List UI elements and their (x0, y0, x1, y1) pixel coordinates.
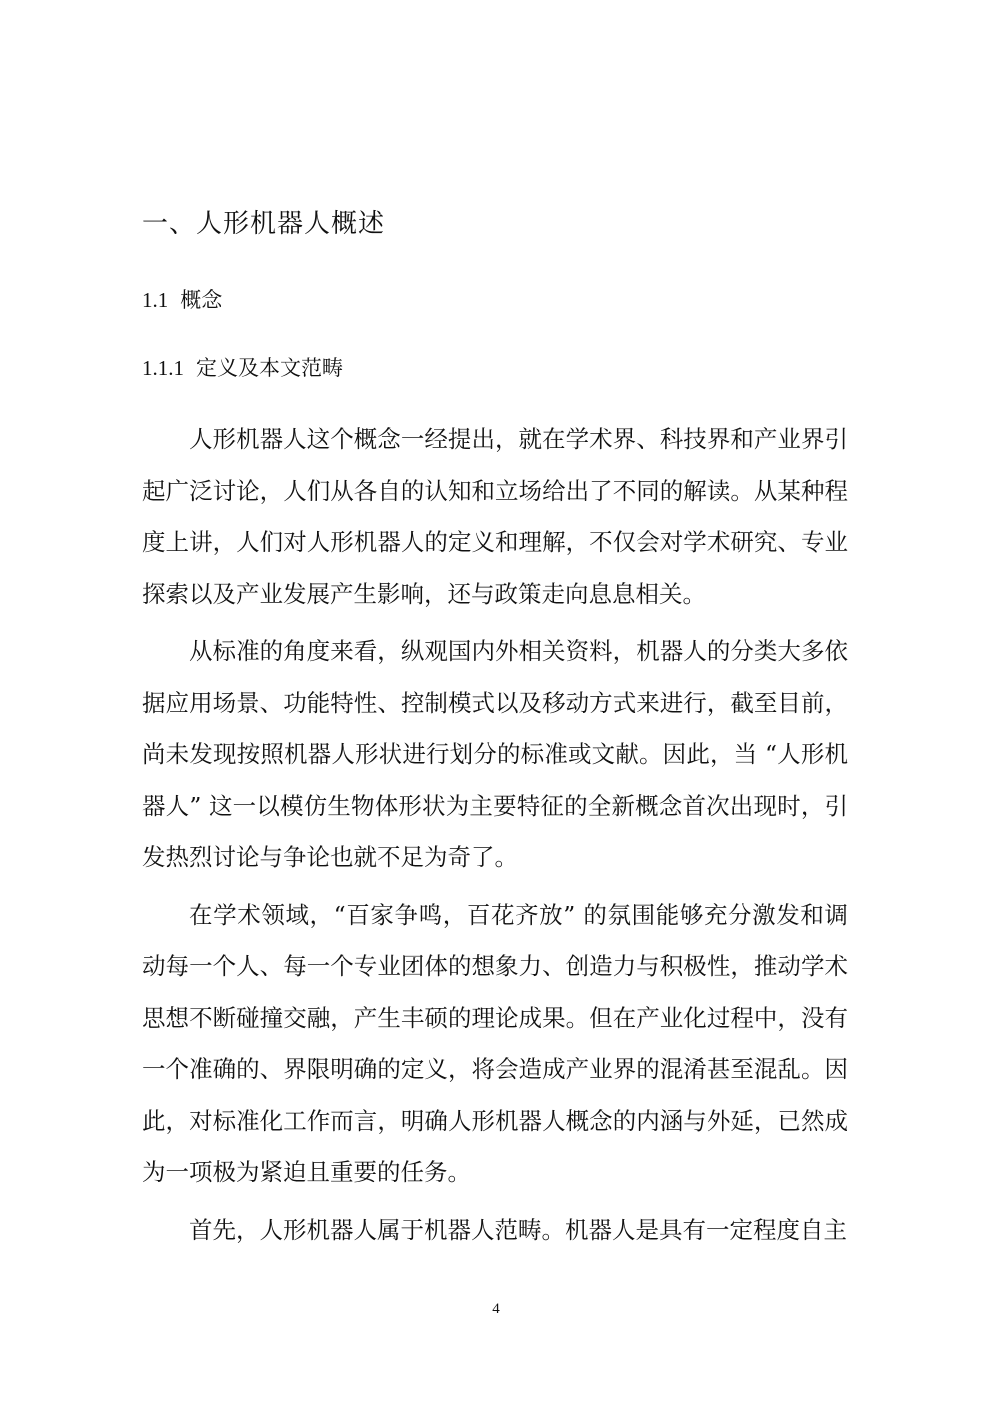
chapter-heading: 一、人形机器人概述 (142, 209, 386, 239)
subsection-number: 1.1.1 (142, 356, 184, 380)
paragraph: 人形机器人这个概念一经提出，就在学术界、科技界和产业界引起广泛讨论，人们从各自的认知和立场给出了不同的解读。从某种程度上讲，人们对人形机器人的定义和理解，不仅会对学术研究、专业探索以及产业发展产生影响，还与政策走向息息相关。 (142, 425, 848, 608)
paragraph: 首先，人形机器人属于机器人范畴。机器人是具有一定程度自主 (189, 1215, 847, 1244)
page-number: 4 (492, 1301, 500, 1317)
subsection-heading (142, 352, 343, 384)
section-title: 概念 (180, 288, 223, 312)
section-heading (142, 284, 222, 316)
subsection-title: 定义及本文范畴 (196, 356, 343, 380)
section-number: 1.1 (142, 288, 169, 312)
paragraph: 在学术领域，“百家争鸣，百花齐放” 的氛围能够充分激发和调动每一个人、每一个专业团体的想象力、创造力与积极性，推动学术思想不断碰撞交融，产生丰硕的理论成果。但在产业化过程中，没有一个准确的、界限明确的定义，将会造成产业界的混淆甚至混乱。因此，对标准化工作而言，明确人形机器人概念的内涵与外延，已然成为一项极为紧迫且重要的任务。 (142, 900, 848, 1186)
body-text (142, 414, 848, 1262)
paragraph: 从标准的角度来看，纵观国内外相关资料，机器人的分类大多依据应用场景、功能特性、控制模式以及移动方式来进行，截至目前，尚未发现按照机器人形状进行划分的标准或文献。因此，当 “人形机器人” 这一以模仿生物体形状为主要特征的全新概念首次出现时，引发热烈讨论与争论也就不足为奇了。 (142, 637, 848, 871)
